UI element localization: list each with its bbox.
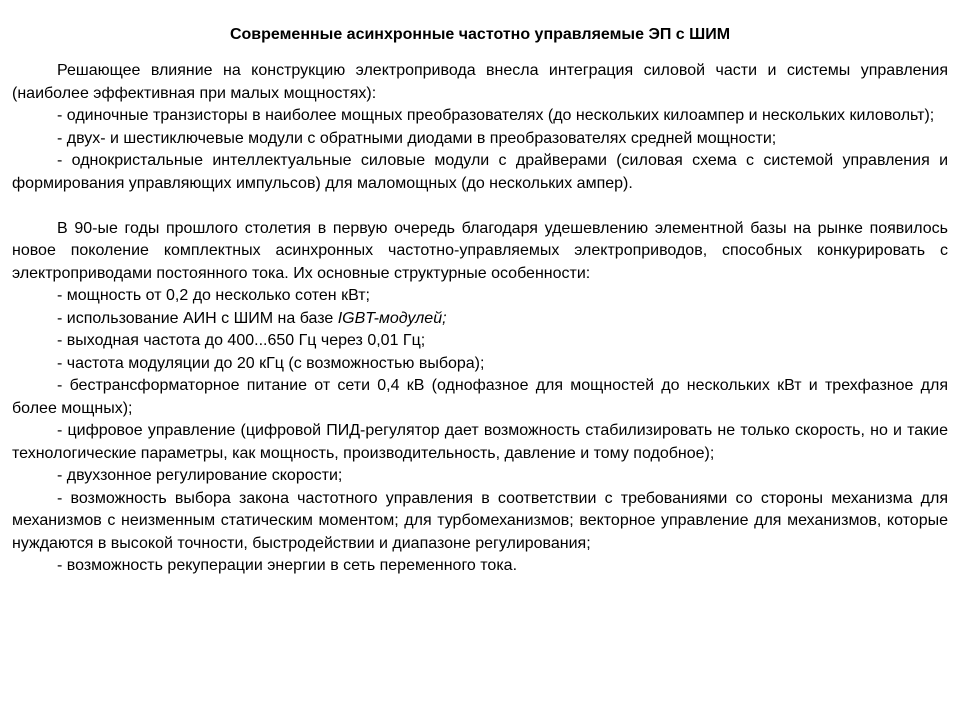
section2-item-ain-text: - использование АИН с ШИМ на базе <box>57 309 338 327</box>
paragraph-gap <box>12 195 948 218</box>
section2-item-power: - мощность от 0,2 до несколько сотен кВт; <box>57 287 370 304</box>
section1-intro: Решающее влияние на конструкцию электропривода внесла интеграция силовой части и системы управления (наиболее эффективная при малых мощностях): <box>12 62 948 102</box>
section2-item-control-law: - возможность выбора закона частотного управления в соответствии с требованиями со стороны механизма для механизмов с неизменным статическим моментом; для турбомеханизмов; векторное управление для механизмов, которые нуждаются в высокой точности, быстродействии и диапазоне регулирования; <box>12 489 948 552</box>
section2-intro: В 90-ые годы прошлого столетия в первую очередь благодаря удешевлению элементной базы на рынке появилось новое поколение комплектных асинхронных частотно-управляемых электроприводов, способных конкурировать с электроприводами постоянного тока. Их основные структурные особенности: <box>12 219 948 282</box>
section2-item-two-zone: - двухзонное регулирование скорости; <box>57 467 343 484</box>
section2-item-ain <box>12 308 948 331</box>
section2-item-supply: - бестрансформаторное питание от сети 0,4 кВ (однофазное для мощностей до нескольких кВт и трехфазное для более мощных); <box>12 377 948 417</box>
section2-item-frequency: - выходная частота до 400...650 Гц через 0,01 Гц; <box>57 332 426 349</box>
slide-title: Современные асинхронные частотно управляемые ЭП с ШИМ <box>229 26 731 43</box>
section2-item-modulation: - частота модуляции до 20 кГц (с возможностью выбора); <box>57 354 485 372</box>
section1-item-modules: - двух- и шестиключевые модули с обратными диодами в преобразователях средней мощности; <box>57 129 777 147</box>
section2-item-recuperation: - возможность рекуперации энергии в сеть переменного тока. <box>57 557 518 574</box>
slide-body <box>12 60 948 578</box>
section1-item-transistors: - одиночные транзисторы в наиболее мощных преобразователях (до нескольких килоампер и нескольких киловольт); <box>57 107 935 124</box>
section1-item-smart-modules: - однокристальные интеллектуальные силовые модули с драйверами (силовая схема с системой управления и формирования управляющих импульсов) для маломощных (до нескольких ампер). <box>12 152 948 192</box>
section2-item-ain-igbt: IGBT-модулей; <box>337 309 447 327</box>
section2-item-digital-control: - цифровое управление (цифровой ПИД-регулятор дает возможность стабилизировать не только скорость, но и такие технологические параметры, как мощность, производительность, давление и тому подобное); <box>12 422 948 462</box>
